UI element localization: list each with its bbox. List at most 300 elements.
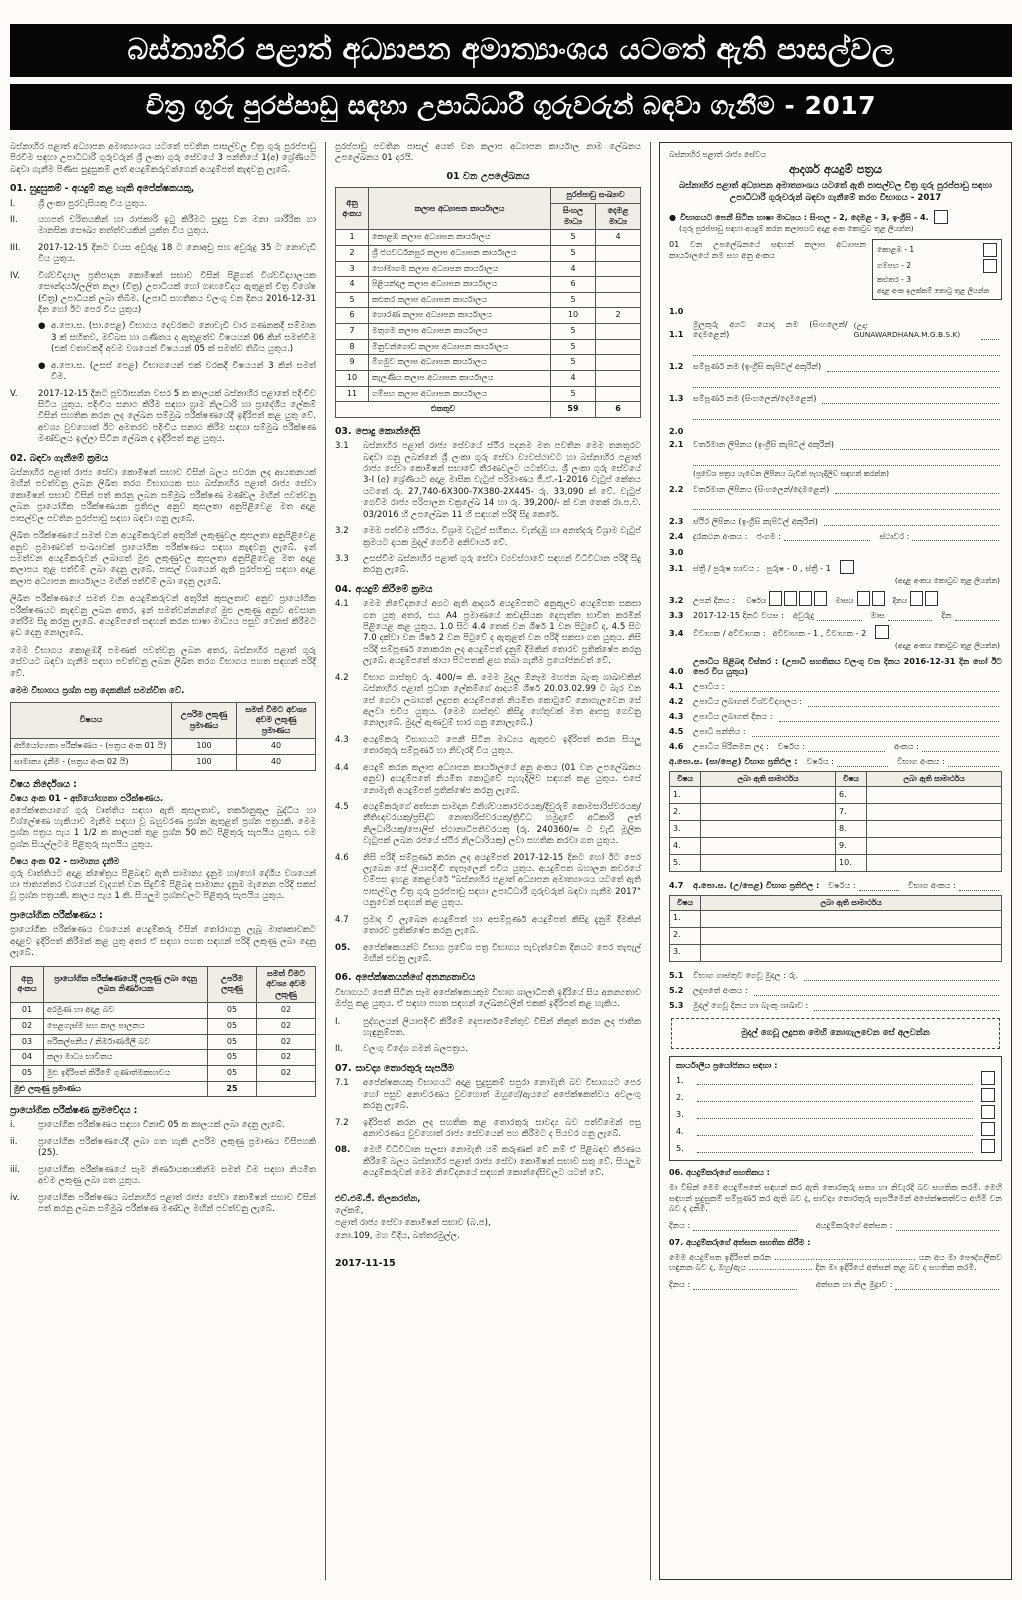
max-marks-cell: 05	[208, 1050, 257, 1066]
clause-item	[335, 763, 641, 797]
certificate-text: මා විසින් මෙම අයදුම්පතේ සඳහන් කර ඇති තොරතුරු සත්‍ය හා නිවැරදි බව සහතික කරමි. මෙහි සඳහන් සුදුසුකම් සම්පූර්ණ කර ඇති බව ද, සාවද්‍ය තොරතුරු සැපයීමෙන් අපේක්ෂකත්වය අහිමි වන බව ද දනිමි.	[669, 1182, 1002, 1214]
row-index-cell: 7	[336, 324, 369, 340]
office-use-row	[676, 1088, 995, 1102]
form-field	[669, 610, 1002, 621]
form-part-label: අවුරුදු	[792, 610, 815, 621]
date-of-birth-field	[669, 591, 1002, 606]
form-item-label: මුදල් ගෙවූ දිනය හා බැංකු ශාඛාව :	[693, 999, 809, 1010]
dotted-line	[859, 880, 899, 891]
qualification-item	[10, 271, 316, 317]
schedule-row	[336, 355, 641, 371]
choice-options: අවිවාහක - 1 , විවාහක - 2	[772, 628, 867, 639]
item-text: ප්‍රායෝගික පරීක්ෂණය බස්නාහිර පළාත් රාජ්‍ය සේවා කොමිෂන් සභාව විසින් පත් කරනු ලබන සම්මුඛ පරීක්ෂණ මණ්ඩල මඟින් පවත්වනු ලැබේ.	[38, 1192, 316, 1215]
sinhala-medium-cell: 5	[551, 339, 596, 355]
dotted-line	[697, 1074, 973, 1085]
form-part-label: ජංගම :	[756, 530, 781, 541]
dotted-line	[896, 1220, 1000, 1231]
recruitment-paragraphs	[10, 468, 316, 680]
date-cells	[769, 591, 827, 606]
practical-exam-heading: ප්‍රායෝගික පරීක්ෂණය :	[10, 909, 103, 921]
clause-number: 4.7	[335, 914, 349, 925]
result-row	[670, 786, 1002, 803]
sinhala-medium-cell: 5	[551, 292, 596, 308]
form-item-number: 3.1	[669, 563, 684, 574]
form-item-number: 5.1	[669, 969, 684, 980]
intro-paragraph: බස්නාහිර පළාත් අධ්‍යාපන අමාත්‍යාංශය යටතේ පවතින පාසල්වල චිත්‍ර ගුරු පුරප්පාඩු පිරවීම සඳහා උපාධිධාරී ගුරුවරුන් ශ්‍රී ලංකා ගුරු සේවයේ 3 පන්තියේ 1(අ) ශ්‍රේණියට බඳවා ගැනීම පිණිස සුදුසුකම් ලත් අයදුම්කරුවන්ගෙන් අයදුම්පත් කැඳවනු ලැබේ.	[10, 142, 316, 175]
max-marks-cell: 100	[172, 755, 237, 771]
notice-sections	[335, 426, 641, 1180]
form-item-number: 4.5	[669, 726, 684, 737]
zonal-office-cell: කළුතර කලාප අධ්‍යාපන කාර්යාලය	[369, 292, 551, 308]
result-cell: 1.	[670, 786, 701, 803]
dotted-line	[840, 439, 999, 450]
table-header-row	[670, 895, 1002, 910]
headline-primary: බස්නාහිර පළාත් අධ්‍යාපන අමාත්‍යාංශය යටතේ ඇති පාසල්වල	[10, 24, 1012, 77]
check-box	[981, 1139, 995, 1153]
clause-text: පුද්ගලයන් ලියාපදිංචි කිරීමේ දෙපාර්තමේන්තුව විසින් නිකුත් කරන ලද ජාතික හැඳුනුම්පත.	[363, 1016, 641, 1039]
item-number: I.	[10, 198, 16, 209]
clause-text: අපේක්ෂකයකු විභාගයට අදාළ සුදුසුකම් සපුරා නොමැති බව විභාගයට පෙර හෝ පසුව අනාවරණය වුවහොත් ඔහුගේ/ඇයගේ අපේක්ෂකත්වය අවලංගු කරනු ලැබේ.	[363, 1078, 641, 1112]
medium-answer-box	[934, 210, 948, 224]
result-cell: 7.	[836, 803, 867, 820]
practical-table-row	[11, 1065, 316, 1081]
tamil-medium-cell: 4	[596, 230, 641, 246]
clause-number: I.	[335, 1016, 341, 1027]
item-text: අ.පො.ස. (සා.පෙළ) විභාගය දෙවරකට නොවැඩි වාර ගණනකදී සම්මාන 3 ක් සහිතව, මව්බස හා ගණිතය ද ඇතුළත්ව විෂයයන් 06 කින් සමත්වීම (එක් වතාවකදී අවම වශයෙන් විෂයයන් 05 ක් සමත්ව තිබිය යුතුය.)	[51, 321, 316, 355]
form-field	[669, 970, 1002, 981]
tamil-medium-cell	[596, 339, 641, 355]
qualification-item	[10, 243, 316, 266]
result-cell	[701, 927, 1002, 944]
qualification-item	[10, 389, 316, 446]
section-heading	[335, 584, 641, 596]
dotted-line	[959, 880, 999, 891]
form-part-label: විභාග අංකය :	[896, 756, 945, 767]
clause-number: 3.1	[335, 441, 349, 452]
form-field	[669, 726, 1002, 737]
date-part-group	[746, 591, 827, 606]
form-item-number: 3.3	[669, 610, 684, 621]
method-item	[10, 1165, 316, 1188]
recruitment-paragraph: ලිඛිත පරීක්ෂණයේ සමත් වන අයදුම්කරුවන් අතුරින් කුසලතාව අනුව ප්‍රායෝගික පරීක්ෂණයට කැඳවනු ලබන අතර, ඉන් සමත්වන්නන්ගේ මුළු ලකුණු අනුව අවසාන තේරීම සිදු කරනු ලැබේ. අයදුම්පතේ සඳහන් කරන භාෂා මාධ්‍යය පසුව වෙනස් කිරීමට ඉඩ දෙනු නොලැබේ.	[10, 594, 316, 639]
table-header-row	[336, 188, 641, 204]
form-item-label: දුරකථන අංකය :	[693, 530, 748, 541]
date-cells	[910, 591, 938, 606]
max-marks-cell: 05	[208, 1019, 257, 1035]
tamil-medium-cell	[596, 261, 641, 277]
signature-block	[335, 1194, 641, 1243]
schedule-row	[336, 261, 641, 277]
column-header: ලබා ඇති සාමාර්ථය	[701, 895, 1002, 910]
dotted-line	[835, 483, 999, 494]
section-paragraph: විභාගයට පෙනී සිටින සෑම අපේක්ෂකයකුම විභාග ශාලාධිපති ඉදිරියේ සිය අනන්‍යතාව ඔප්පු කළ යුතුය. ඒ සඳහා පහත සඳහන් ලේඛනවලින් එකක් ඉදිරිපත් කළ හැකිය.	[335, 987, 641, 1010]
office-use-row	[676, 1105, 995, 1119]
signatory-title: ලේකම්,	[335, 1206, 364, 1217]
result-cell	[867, 837, 1002, 854]
form-item-label: අ.පො.ස. (උ/පෙළ) විභාග ප්‍රතිඵල :	[693, 880, 820, 891]
dotted-line	[822, 393, 999, 404]
form-part-label: වර්ෂය :	[806, 756, 834, 767]
zonal-office-cell: හොරණ කලාප අධ්‍යාපන කාර්යාලය	[369, 308, 551, 324]
clause-text: මෙම නිවේදනයේ අගට ඇති ආදර්ශ අයදුම්පතට අනුකූලව අයදුම්පත සකසා ගත යුතු අතර, එය A4 ප්‍රමාණයේ කඩදාසියක දෙපැත්ත භාවිත කරමින් පිළියෙළ කළ යුතුය. 1.0 සිට 4.4 තෙක් වන ශීර්ෂ 1 වන පිටුවේ ද, 4.5 සිට 7.0 දක්වා වන ශීර්ෂ 2 වන පිටුවේ ද ඇතුළත් වන පරිදි සකසා ගත යුතුය. නිසි පරිදි සම්පූර්ණ නොකරන ලද අයදුම්පත් දැනුම් දීමකින් තොරව ප්‍රතික්ෂේප කරනු ලැබේ. අයදුම්පතේ ඡායා පිටපතක් ළඟ තබා ගැනීම ප්‍රයෝජනවත් වේ.	[363, 599, 641, 667]
clause-number: 7.2	[335, 1117, 349, 1128]
item-text: ශ්‍රී ලංකා පුරවැසියකු විය යුතුය.	[38, 198, 147, 209]
item-number: IV.	[10, 270, 21, 281]
sinhala-medium-cell: 5	[551, 355, 596, 371]
clause-item	[335, 915, 641, 938]
recruitment-paragraph: බස්නාහිර පළාත් රාජ්‍ය සේවා කොමිෂන් සභාව විසින් බලය පවරන ලද ආයතනයක් මඟින් පවත්වනු ලබන ලිඛිත තරග විභාගයක සහ බස්නාහිර පළාත් රාජ්‍ය සේවා කොමිෂන් සභාව විසින් පත් කරනු ලබන සම්මුඛ පරීක්ෂණ මණ්ඩල මඟින් පවත්වනු ලබන ප්‍රායෝගික පරීක්ෂණයක ප්‍රතිඵල අනුව කුසලතා අනුපිළිවෙළ මත අදාළ පාසල්වල පවතින පුරප්පාඩු සඳහා බඳවා ගනු ලැබේ.	[10, 468, 316, 524]
form-item-number: 4.0	[669, 666, 684, 677]
subject-cell: සාමාන්‍ය දැනීම - (පත්‍රය අංක 02 යි)	[11, 755, 172, 771]
row-index-cell: 8	[336, 339, 369, 355]
row-index-cell: 6	[336, 308, 369, 324]
form-item-number: 3.2	[669, 595, 684, 606]
date-part-group	[893, 591, 939, 606]
zone-selection-row	[669, 239, 1002, 300]
table-total-row	[336, 402, 641, 418]
payment-receipt-note: මුදල් ගෙවූ ලදුපත මෙහි නොගැලවෙන සේ අලවන්න	[671, 1018, 1000, 1049]
district-option-label: කොළඹ - 1	[877, 244, 915, 254]
clause-item	[335, 441, 641, 521]
result-cell: 3.	[670, 820, 701, 837]
result-cell: 3.	[670, 944, 701, 961]
clause-number: 4.6	[335, 852, 349, 863]
district-option-label: ගම්පහ - 2	[877, 260, 911, 270]
column-header: විෂය	[836, 772, 867, 787]
form-item-label: උපාධිය පිළිබඳ විස්තර : (උපාධි සහතිකය වලංගු වන දිනය 2016-12-31 දින හෝ ඊට පෙර විය යුතුය)	[693, 655, 1002, 677]
office-use-row	[676, 1122, 995, 1136]
column-header-tamil-medium: දෙමළ මාධ්‍ය	[596, 204, 641, 230]
date-label: දිනය :	[669, 1279, 691, 1290]
form-item-label: උපන් දිනය :	[693, 595, 736, 606]
item-number: III.	[10, 242, 21, 253]
column-header-index: අනු අංකය	[11, 966, 44, 1003]
column-header-sinhala-medium: සිංහල මාධ්‍ය	[551, 204, 596, 230]
schedule-row	[336, 308, 641, 324]
result-cell	[701, 944, 1002, 961]
recruitment-paragraph: මෙම විභාගය කොළඹදී පමණක් පවත්වනු ලබන අතර, බස්නාහිර පළාත් ගුරු සේවයට බඳවා ගැනීම සඳහා පවත්වනු ලබන ලිඛිත තරග විභාගය පහත සඳහන් පරිදි වේ.	[10, 645, 316, 679]
sinhala-medium-cell: 4	[551, 370, 596, 386]
clause-text: බස්නාහිර පළාත් රාජ්‍ය සේවයේ ස්ථිර පදනම මත පවතින මෙම තනතුරට බඳවා ගනු ලබන්නේ ශ්‍රී ලංකා ගුරු සේවා ව්‍යවස්ථාවට හා බස්නාහිර පළාත් රාජ්‍ය සේවා කොමිෂන් සභාවේ තීරණවලට යටත්වය. ශ්‍රී ලංකා ගුරු සේවයේ 3-I (අ) ශ්‍රේණියට අදාළ මාසික වැටුප් පරිමාණය ජී.ඒ.-1-2016 වැටුප් කේතය යටතේ රු. 27,740-6X300-7X380-2X445- රු. 33,090 ක් වේ. වැටුප් ගෙවීම රාජ්‍ය පරිපාලන චක්‍රලේඛ 14 හා රු. 39,200/- ක් වන තෙක් රා.ප.ච. 03/2016 හි උපලේඛන 11 හි සඳහන් පරිදි සිදු කෙරේ.	[363, 441, 641, 520]
certificate-text: මෙම අයදුම්පත ඉදිරිපත් කරන ....................................................... යන අය මා පෞද්ගලිකව හඳුනන බව ද, ඔහු/ඇය ......................... දින මා ඉදිරියේ අත්සන් කළ බව ද සහතික කරමි.	[669, 1251, 1002, 1273]
recruitment-paragraph: ලිඛිත පරීක්ෂණයේ සමත් වන අයදුම්කරුවන් අතුරින් ලකුණුවල කුසලතා අනුපිළිවෙළ අනුව ප්‍රමාණවත් සංඛ්‍යාවක් ප්‍රායෝගික පරීක්ෂණය සඳහා කැඳවනු ලැබේ. ඉන් සමත්වන අයදුම්කරුවන් ලබාගත් මුළු ලකුණුවල කුසලතා අනුපිළිවෙළ මත අදාළ කලාපය තුළ පත්වීම් ලබා දෙනු ලැබේ. පාසල් වශයෙන් ඇති පුරප්පාඩු සඳහා අදාළ කලාප අධ්‍යාපන කාර්යාලය මඟින් පත්වීම් ලබා දෙනු ලැබේ.	[10, 531, 316, 587]
form-field	[669, 711, 1002, 722]
schedule-title: 01 වන උපලේඛනය	[446, 170, 530, 182]
total-sinhala-medium: 59	[551, 402, 596, 418]
vacancy-schedule-table	[335, 187, 641, 417]
clause-text: වලංගු විදේශ ගමන් බලපත්‍රය.	[363, 1044, 468, 1055]
min-marks-cell: 02	[257, 1065, 316, 1081]
signatory-name: එච්.එම්.ජී. තිලකරත්න,	[335, 1193, 421, 1204]
item-text: ප්‍රායෝගික පරීක්ෂණයේදී ලබා ගත හැකි උපරිම ලකුණු ප්‍රමාණය විසිපහකි (25).	[38, 1136, 316, 1159]
dotted-line	[693, 498, 1000, 510]
tamil-medium-cell: 2	[596, 308, 641, 324]
dotted-line	[895, 1279, 999, 1290]
dotted-line	[808, 741, 885, 752]
exam-medium-label: විභාගයට පෙනී සිටින භාෂා මාධ්‍යය : සිංහල - 2, දෙමළ - 3, ඉංග්‍රීසි - 4.	[680, 211, 929, 222]
clause-item	[335, 1017, 641, 1040]
signatory-organization: පළාත් රාජ්‍ය සේවා කොමිෂන් සභාව (බ.ප),	[335, 1218, 491, 1229]
content-columns	[10, 142, 1012, 1580]
zonal-office-cell: කැලණිය කලාප අධ්‍යාපන කාර්යාලය	[369, 370, 551, 386]
exam-intro-line: මෙම විභාගය ප්‍රශ්න පත්‍ර දෙකකින් සමන්විත වේ.	[10, 686, 185, 697]
dotted-line	[784, 530, 871, 541]
form-item-label: ස්ථිර ලිපිනය (ඉංග්‍රීසි කැපිටල් අකුරින්)	[693, 515, 818, 526]
check-box	[981, 1122, 995, 1136]
min-marks-cell: 02	[257, 1003, 316, 1019]
table-header-row	[11, 966, 316, 1003]
result-row	[670, 927, 1002, 944]
date-cells	[857, 591, 885, 606]
district-option	[877, 243, 997, 257]
method-item	[10, 1193, 316, 1216]
form-item-label: වර්තමාන ලිපිනය (ඉංග්‍රීසි කැපිටල් අකුරින්)	[693, 439, 835, 450]
clause-text: නිසි පරිදි සම්පූර්ණ කරන ලද අයදුම්පත් 2017-12-15 දිනට හෝ ඊට පෙර ලැබෙන සේ ලියාපදිංචි තැපෑලෙන් එවිය යුතුය. අයදුම්පත බහාලන කවරයේ වම්පස ඉහළ කෙළවරේ "බස්නාහිර පළාත් අධ්‍යාපන අමාත්‍යාංශය යටතේ ඇති පාසල්වල චිත්‍ර ගුරු පුරප්පාඩු සඳහා උපාධිධාරී ගුරුවරුන් බඳවා ගැනීම 2017" යනුවෙන් සඳහන් කළ යුතුය.	[363, 852, 641, 909]
dotted-line	[752, 726, 999, 737]
clause-item	[335, 673, 641, 730]
form-group-number: 1.0	[669, 306, 684, 317]
district-option	[877, 275, 997, 285]
schedule-row	[336, 230, 641, 246]
clause-number: 3.3	[335, 554, 349, 564]
dotted-line	[693, 376, 1000, 388]
practical-exam-description: ප්‍රායෝගික පරීක්ෂණය වශයෙන් අයදුම්කරු විසින් තෝරාගනු ලැබූ මාතෘකාවකට අදාළව ඉදිරිපත් කිරීමක් කළ යුතු අතර ඒ සඳහා පහත සඳහන් පරිදි ලකුණු ලබා දෙනු ලැබේ.	[10, 925, 316, 959]
form-part-label: ස්ථාවර :	[879, 530, 910, 541]
medium-note: (ගුරු පුරප්පාඩු සඳහා අයදුම් කරන කලාපයට අදාළ අංක කොටුව තුළ ලියන්න)	[679, 224, 914, 234]
result-cell	[867, 803, 1002, 820]
form-group-number: 2.0	[669, 426, 684, 437]
dotted-line	[922, 741, 999, 752]
index-cell: 01	[11, 1003, 44, 1019]
form-item-note: (ප්‍රවේශ පත්‍රය යැවෙන ලිපිනය බැවින් පැහැදිලිව සඳහන් කරන්න)	[693, 468, 890, 478]
section-number: 08.	[335, 1145, 351, 1156]
clause-item	[335, 1118, 641, 1141]
sinhala-medium-cell: 5	[551, 245, 596, 261]
digit-box	[814, 591, 827, 606]
row-index-cell: 4	[336, 277, 369, 293]
office-use-row	[676, 1139, 995, 1153]
column-left	[10, 142, 325, 1580]
specimen-application-form	[659, 142, 1012, 1580]
item-number: iv.	[10, 1192, 20, 1203]
row-index-cell: 2	[336, 245, 369, 261]
office-use-block	[669, 1056, 1002, 1162]
exam-table-row	[11, 755, 316, 771]
form-item-number: 4.7	[669, 880, 684, 891]
exam-medium-row	[669, 210, 1002, 224]
bullet-marker: ●	[38, 360, 46, 371]
form-part-label: වර්ෂය :	[828, 880, 856, 891]
practical-method-list	[10, 1120, 316, 1215]
zonal-office-cell: ශ්‍රී ජයවර්ධනපුර කලාප අධ්‍යාපන කාර්යාලය	[369, 245, 551, 261]
schedule-intro-paragraph: පුරප්පාඩු පවතින පාසල් අයත් වන කලාප අධ්‍යාපන කාර්යාල නාම ලේඛනය උපලේඛනය 01 දරයි.	[335, 142, 641, 164]
min-marks-cell: 40	[237, 739, 316, 755]
result-cell: 10.	[836, 854, 867, 871]
column-header-max: උපරිම ලකුණු	[208, 966, 257, 1003]
index-cell: 02	[11, 1019, 44, 1035]
form-field	[669, 439, 1002, 450]
section-text: අපේක්ෂකයන්ට විභාග ප්‍රවේශ පත්‍ර විභාගය පැවැත්වෙන දිනයට පෙර තැපැල් මඟින් එවනු ලැබේ.	[363, 942, 641, 965]
form-item-label: සම්පූර්ණ නම (ඉංග්‍රීසි කැපිටල් අකුරින්)	[693, 361, 822, 372]
min-marks-cell: 02	[257, 1019, 316, 1035]
max-marks-cell: 05	[208, 1034, 257, 1050]
dotted-line	[779, 711, 999, 722]
form-item-number: 4.1	[669, 681, 684, 692]
section-text: මෙහි විධිවිධාන සලසා නොමැති යම් කරුණක් වේ නම් ඒ පිළිබඳව තීරණය කිරීමේ බලය බස්නාහිර පළාත් රාජ්‍ය සේවා කොමිෂන් සභාව සතු වේ. සියලුම අයදුම්කරුවන් මෙම නිවේදනයේ සඳහන් කොන්දේසිවලට යටත් වේ.	[363, 1145, 641, 1179]
paper2-title: විෂය අංක 02 - සාමාන්‍ය දැනීම	[10, 857, 120, 868]
dotted-line	[955, 610, 999, 621]
practical-table-row	[11, 1050, 316, 1066]
sinhala-medium-cell: 5	[551, 230, 596, 246]
form-group-number: 3.0	[669, 547, 684, 558]
zone-note: අදාළ අංක ඉලක්කම් කොටු තුළ ලියන්න	[877, 286, 990, 295]
tamil-medium-cell	[596, 277, 641, 293]
office-use-title: කාර්යාලීය ප්‍රයෝජනය සඳහා :	[676, 1060, 778, 1070]
schedule-row	[336, 245, 641, 261]
form-field	[669, 393, 1002, 404]
sinhala-medium-cell: 10	[551, 308, 596, 324]
clause-text: උසස්වීම බස්නාහිර පළාත් ගුරු සේවා ව්‍යවස්ථාවේ සඳහන් විධිවිධාන පරිදි සිදු කරනු ලැබේ.	[363, 554, 641, 576]
section-number: 07.	[335, 1062, 352, 1074]
form-part-label: දින	[941, 610, 952, 621]
form-item-label: උපාධි පන්තිය :	[693, 726, 746, 737]
schedule-row	[336, 324, 641, 340]
criteria-cell: මුළු ඉදිරිපත් කිරීමේ ගුණාත්මකභාවය	[44, 1065, 208, 1081]
zonal-office-cell: මතුගම කලාප අධ්‍යාපන කාර්යාලය	[369, 324, 551, 340]
form-field	[669, 681, 1002, 692]
dotted-line	[693, 408, 1000, 420]
qualification-bullet	[38, 321, 316, 355]
item-number: ii.	[10, 1136, 18, 1147]
schedule-row	[336, 386, 641, 402]
digit-box	[769, 591, 782, 606]
item-text: ප්‍රායෝගික පරීක්ෂණයේ සෑම නිර්ණායකයකින්ම සමත් වීම සඳහා නියමිත අවම ලකුණු ලබා ගත යුතුය.	[38, 1164, 316, 1187]
form-fields	[669, 306, 1002, 1290]
total-value: 25	[208, 1081, 257, 1097]
form-department-line: බස්නාහිර පළාත් රාජ්‍ය සේවය	[669, 150, 767, 159]
answer-box	[840, 560, 854, 574]
row-number: 4.	[676, 1125, 684, 1136]
headline-secondary: චිත්‍ර ගුරු පුරප්පාඩු සඳහා උපාධිධාරී ගුරුවරුන් බඳවා ගැනීම - 2017	[10, 84, 1012, 130]
form-choice	[669, 625, 1002, 639]
result-cell: 4.	[670, 837, 701, 854]
form-field	[669, 985, 1002, 996]
bullet-marker: ●	[669, 211, 677, 222]
column-header-min: සමත් වීමට අවශ්‍ය අවම ලකුණු	[257, 966, 316, 1003]
tamil-medium-cell	[596, 324, 641, 340]
zonal-office-cell: මීගමුව කලාප අධ්‍යාපන කාර්යාලය	[369, 355, 551, 371]
certificate-title: 07. අයදුම්කරුගේ අත්සන සහතික කිරීම :	[669, 1238, 811, 1248]
dotted-line	[817, 610, 861, 621]
form-item-number: 2.1	[669, 439, 684, 450]
form-field	[669, 530, 1002, 541]
min-marks-cell: 40	[237, 755, 316, 771]
form-item-number: 2.3	[669, 515, 684, 526]
result-row	[670, 837, 1002, 854]
zone-label: 01 වන උපලේඛනයේ සඳහන් කලාප අධ්‍යාපන කාර්යාලයේ නම සහ අනු අංකය	[669, 238, 866, 260]
date-part-label: මාසය	[835, 596, 854, 606]
clause-item	[335, 802, 641, 848]
item-number: iii.	[10, 1164, 20, 1175]
item-text: 2017-12-15 දිනට වයස අවුරුදු 18 ට නොඅඩු සහ අවුරුදු 35 ට නොවැඩි විය යුතුය.	[38, 242, 316, 265]
check-box	[981, 1105, 995, 1119]
form-field	[669, 361, 1002, 372]
clause-number: II.	[335, 1044, 343, 1055]
form-field	[669, 696, 1002, 707]
criteria-cell: කලා මාධ්‍ය භාවිතය	[44, 1050, 208, 1066]
table-header-row	[11, 702, 316, 739]
method-item	[10, 1120, 316, 1131]
form-choice	[669, 560, 1002, 574]
dotted-line	[697, 1108, 973, 1119]
district-option	[877, 259, 997, 273]
max-marks-cell: 100	[172, 739, 237, 755]
practical-marks-table	[10, 966, 316, 1098]
item-text: අ.පො.ස. (උසස් පෙළ) විභාගයෙන් එක් වරකදී විෂයයන් 3 කින් සමත් වීම.	[51, 360, 316, 383]
column-header-max-marks: උපරිම ලකුණු ප්‍රමාණය	[172, 702, 237, 739]
form-item-number: 4.3	[669, 711, 684, 722]
paper1-title: විෂය අංක 01 - අභියෝග්‍යතා පරීක්ෂණය.	[10, 794, 164, 805]
row-index-cell: 9	[336, 355, 369, 371]
form-part-label: මාස	[870, 610, 885, 621]
form-item-label: අ.පො.ස. (සා/පෙළ) විභාග ප්‍රතිඵල :	[669, 756, 798, 767]
form-item-label: විවාහක / අවිවාහක :	[693, 628, 766, 639]
index-cell: 03	[11, 1034, 44, 1050]
form-field	[669, 741, 1002, 752]
section-qualifications-title: 01. සුදුසුකම් - අයදුම් කළ හැකි අපේක්ෂකයකු,	[10, 183, 195, 195]
dotted-line	[693, 1220, 797, 1231]
total-label: එකතුව	[336, 402, 551, 418]
section-title: පොදු කොන්දේසි	[355, 425, 421, 437]
form-field	[669, 319, 1002, 340]
row-number: 3.	[676, 1108, 684, 1119]
form-item-label: උපාධිය :	[693, 681, 725, 692]
form-item-label: උපාධිය පිරිනමන ලද :	[693, 741, 769, 752]
form-item-note: (අදාළ අංකය කොටුව තුළ ලියන්න)	[894, 640, 1000, 650]
dotted-line	[754, 985, 999, 996]
schedule-row	[336, 292, 641, 308]
total-label: මුළු ලකුණු ප්‍රමාණය	[11, 1081, 208, 1097]
form-item-number: 1.3	[669, 393, 684, 404]
form-item-label: සම්පූර්ණ නම (සිංහලෙන්/දෙමළෙන්)	[693, 393, 817, 404]
clause-text: ඉදිරිපත් කරන ලද සහතික කළ තොරතුරු සාවද්‍ය බව පත්වීමෙන් පසු අනාවරණය වුවහොත් රාජ්‍ය සේවයෙන් පහ කිරීමට ද පියවර ගනු ලැබේ.	[363, 1117, 641, 1139]
tamil-medium-cell	[596, 370, 641, 386]
tamil-medium-cell	[596, 292, 641, 308]
result-cell: 6.	[836, 786, 867, 803]
result-row	[670, 944, 1002, 961]
tamil-medium-cell	[596, 386, 641, 402]
ol-results-table	[669, 771, 1002, 872]
row-index-cell: 3	[336, 261, 369, 277]
result-row	[670, 820, 1002, 837]
form-item-label: විභාග ගාස්තුව ගෙවූ මුදල : රු.	[693, 969, 798, 980]
clause-item	[335, 526, 641, 549]
dotted-line	[981, 329, 999, 340]
bullet-marker: ●	[38, 321, 46, 332]
form-item-label: මුලකුරු අගට යොදා නම (සිංහලෙන්/දෙමළෙන්)	[693, 318, 848, 340]
result-row	[670, 910, 1002, 927]
clause-number: 7.1	[335, 1078, 349, 1089]
form-section-heading	[669, 656, 1002, 677]
dotted-line	[912, 530, 999, 541]
signature-row	[669, 1220, 1002, 1231]
qualifications-list	[10, 199, 316, 446]
row-index-cell: 5	[336, 292, 369, 308]
result-cell	[701, 803, 836, 820]
form-item-number: 1.1	[669, 329, 684, 340]
date-label: දිනය :	[669, 1220, 691, 1231]
item-text: ප්‍රායෝගික පරීක්ෂණය සඳහා විනාඩි 05 ක කාලයක් ලබා දෙනු ලැබේ.	[38, 1120, 285, 1131]
